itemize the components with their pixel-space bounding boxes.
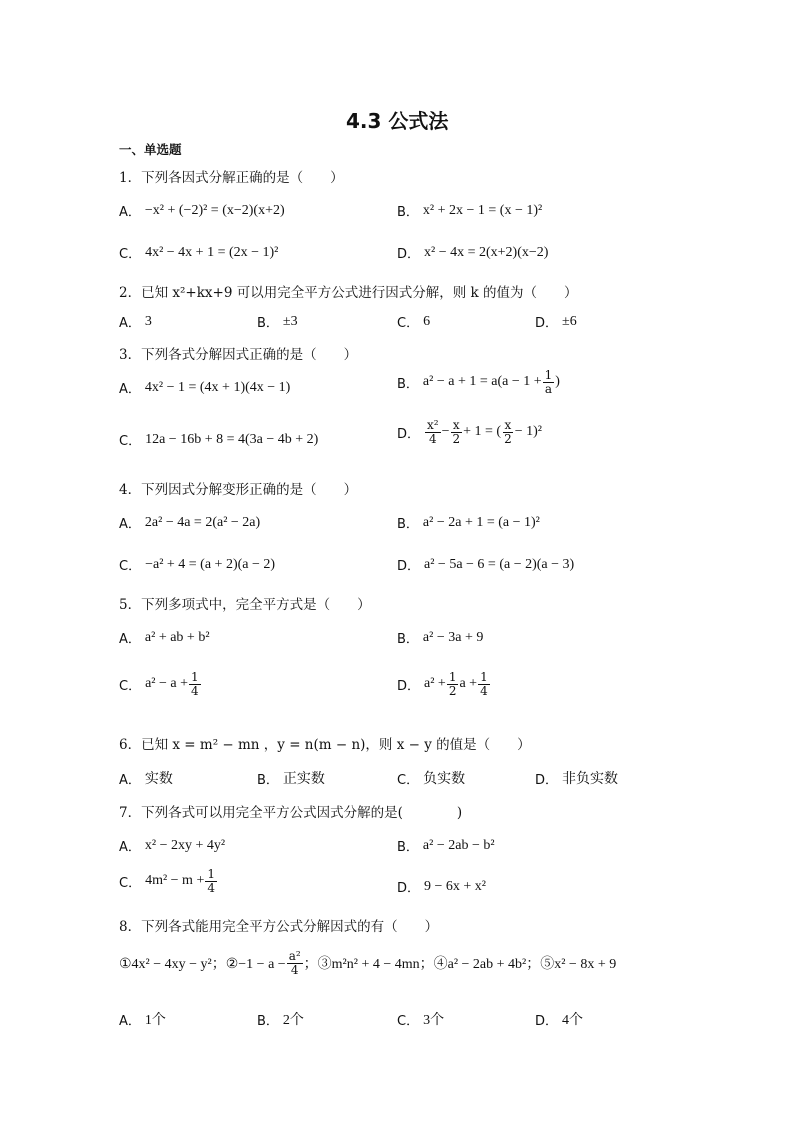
- question-8-items: [119, 950, 616, 976]
- option-label: D．: [397, 247, 421, 262]
- option-text: 2a² − 4a = 2(a² − 2a): [144, 514, 261, 530]
- option-text: 非负实数: [562, 772, 619, 787]
- option-label: A．: [119, 316, 141, 331]
- option-label: D．: [397, 559, 421, 574]
- option-label: B．: [397, 517, 419, 532]
- option-1b[interactable]: [397, 201, 542, 220]
- option-7d[interactable]: [397, 877, 486, 896]
- items-text-tail: ；③m²n² + 4 − 4mn；④a² − 2ab + 4b²；⑤x² − 8x + 9: [303, 957, 617, 973]
- option-text: 正实数: [282, 772, 325, 787]
- option-label: D．: [535, 1013, 559, 1029]
- option-label: C．: [119, 559, 142, 574]
- option-7b[interactable]: [397, 836, 495, 855]
- option-text: a² − 2a + 1 = (a − 1)²: [422, 514, 540, 530]
- option-1c[interactable]: [119, 243, 278, 262]
- option-text: 12a − 16b + 8 = 4(3a − 4b + 2): [145, 431, 319, 447]
- option-label: D．: [535, 316, 559, 331]
- option-text: 4m² − m +: [145, 873, 205, 889]
- option-3b[interactable]: [397, 369, 560, 395]
- option-4a[interactable]: [119, 513, 260, 532]
- option-2c[interactable]: [397, 312, 430, 331]
- question-stem-3: 3．下列各式分解因式正确的是（ ）: [119, 347, 358, 363]
- option-label: A．: [119, 1013, 141, 1029]
- option-3d[interactable]: [397, 419, 542, 445]
- fraction: $\frac{1}{a}$: [544, 368, 553, 396]
- option-6a[interactable]: [119, 768, 173, 788]
- option-text: a² − a +: [145, 676, 188, 692]
- option-text: a² − 2ab − b²: [422, 837, 495, 853]
- option-text: x² − 4x = 2(x+2)(x−2): [424, 244, 549, 260]
- option-text: 4x² − 4x + 1 = (2x − 1)²: [145, 244, 279, 260]
- fraction: $\frac{1}{4}$: [207, 867, 215, 895]
- option-2a[interactable]: [119, 312, 152, 331]
- option-4b[interactable]: [397, 513, 540, 532]
- option-label: A．: [119, 382, 141, 397]
- option-label: D．: [535, 772, 559, 788]
- option-text-tail: − 1)²: [514, 424, 542, 440]
- fraction: $\frac{\text{a²}}{4}$: [288, 949, 301, 977]
- option-2b[interactable]: [257, 312, 298, 331]
- option-label: C．: [397, 316, 420, 331]
- option-text-mid: a +: [459, 676, 478, 692]
- option-text: 2个: [282, 1013, 304, 1028]
- fraction: $\frac{\text{x²}}{4}$: [427, 418, 439, 446]
- option-label: D．: [397, 678, 421, 694]
- option-5a[interactable]: [119, 628, 210, 647]
- option-label: A．: [119, 632, 141, 647]
- option-7c[interactable]: [119, 868, 218, 894]
- option-label: C．: [119, 247, 142, 262]
- question-stem-5: 5．下列多项式中，完全平方式是（ ）: [119, 597, 371, 613]
- option-7a[interactable]: [119, 836, 225, 855]
- option-label: B．: [257, 1013, 279, 1029]
- option-text: 1个: [144, 1013, 166, 1028]
- option-8a[interactable]: [119, 1009, 166, 1029]
- option-text: ±6: [562, 313, 577, 329]
- option-3a[interactable]: [119, 378, 290, 397]
- option-label: B．: [257, 772, 279, 788]
- option-5b[interactable]: [397, 628, 483, 647]
- option-6c[interactable]: [397, 768, 465, 788]
- option-label: A．: [119, 840, 141, 855]
- fraction: $\frac{1}{2}$: [448, 670, 457, 698]
- items-text: ①4x² − 4xy − y²；②−1 − a −: [119, 957, 286, 973]
- option-6b[interactable]: [257, 768, 325, 788]
- option-6d[interactable]: [535, 768, 618, 788]
- option-label: D．: [397, 426, 421, 442]
- option-label: B．: [397, 840, 419, 855]
- option-text: 实数: [144, 772, 173, 787]
- option-text: 6: [423, 313, 431, 329]
- option-label: C．: [119, 678, 142, 694]
- option-text-mid: + 1 = (: [463, 424, 502, 440]
- question-stem-1: 1．下列各因式分解正确的是（ ）: [119, 170, 344, 186]
- option-label: A．: [119, 205, 141, 220]
- option-text: 3: [144, 313, 152, 329]
- option-8d[interactable]: [535, 1009, 583, 1029]
- option-4d[interactable]: [397, 555, 574, 574]
- question-stem-2: 2．已知 x²+kx+9 可以用完全平方公式进行因式分解，则 k 的值为（ ）: [119, 285, 578, 301]
- option-label: C．: [397, 772, 420, 788]
- question-stem-4: 4．下列因式分解变形正确的是（ ）: [119, 482, 358, 498]
- option-label: B．: [397, 205, 419, 220]
- option-label: B．: [397, 376, 419, 392]
- option-text: a² − 5a − 6 = (a − 2)(a − 3): [424, 556, 575, 572]
- question-stem-6: 6．已知 x = m² − mn ，y = n(m − n)，则 x − y 的值是（ ）: [119, 737, 531, 753]
- option-text: a² − 3a + 9: [422, 629, 484, 645]
- question-stem-8: 8．下列各式能用完全平方公式分解因式的有（ ）: [119, 919, 439, 935]
- option-text: 4个: [562, 1013, 584, 1028]
- option-label: A．: [119, 517, 141, 532]
- option-8b[interactable]: [257, 1009, 304, 1029]
- option-5c[interactable]: [119, 671, 202, 697]
- option-1a[interactable]: [119, 201, 285, 220]
- option-text: −: [441, 424, 450, 440]
- option-5d[interactable]: [397, 671, 491, 697]
- option-text-tail: ): [555, 374, 560, 390]
- option-text: ±3: [282, 313, 298, 329]
- option-text: −x² + (−2)² = (x−2)(x+2): [144, 202, 285, 218]
- option-text: −a² + 4 = (a + 2)(a − 2): [145, 556, 276, 572]
- option-text: a² +: [424, 676, 446, 692]
- option-text: x² + 2x − 1 = (x − 1)²: [422, 202, 543, 218]
- option-label: A．: [119, 772, 141, 788]
- option-text: 9 − 6x + x²: [424, 878, 487, 894]
- option-3c[interactable]: [119, 430, 318, 449]
- option-label: D．: [397, 881, 421, 896]
- option-label: B．: [397, 632, 419, 647]
- section-heading: 一、单选题: [119, 142, 182, 157]
- option-1d[interactable]: [397, 243, 548, 262]
- option-label: B．: [257, 316, 279, 331]
- option-text: a² + ab + b²: [144, 629, 210, 645]
- option-2d[interactable]: [535, 312, 577, 331]
- option-label: C．: [119, 434, 142, 449]
- option-text: 4x² − 1 = (4x + 1)(4x − 1): [144, 379, 291, 395]
- option-label: C．: [119, 875, 142, 891]
- option-label: C．: [397, 1013, 420, 1029]
- fraction: $\frac{1}{4}$: [191, 670, 199, 698]
- fraction: $\frac{x}{2}$: [452, 418, 461, 446]
- option-4c[interactable]: [119, 555, 275, 574]
- fraction: $\frac{x}{2}$: [504, 418, 512, 446]
- fraction: $\frac{1}{4}$: [480, 670, 488, 698]
- question-stem-7: 7．下列各式可以用完全平方公式因式分解的是( ): [119, 805, 463, 821]
- page-title: 4.3 公式法: [346, 109, 449, 133]
- option-text: 负实数: [423, 772, 466, 787]
- option-text: 3个: [423, 1013, 445, 1028]
- option-8c[interactable]: [397, 1009, 444, 1029]
- option-text: x² − 2xy + 4y²: [144, 837, 226, 853]
- option-text: a² − a + 1 = a(a − 1 +: [422, 374, 542, 390]
